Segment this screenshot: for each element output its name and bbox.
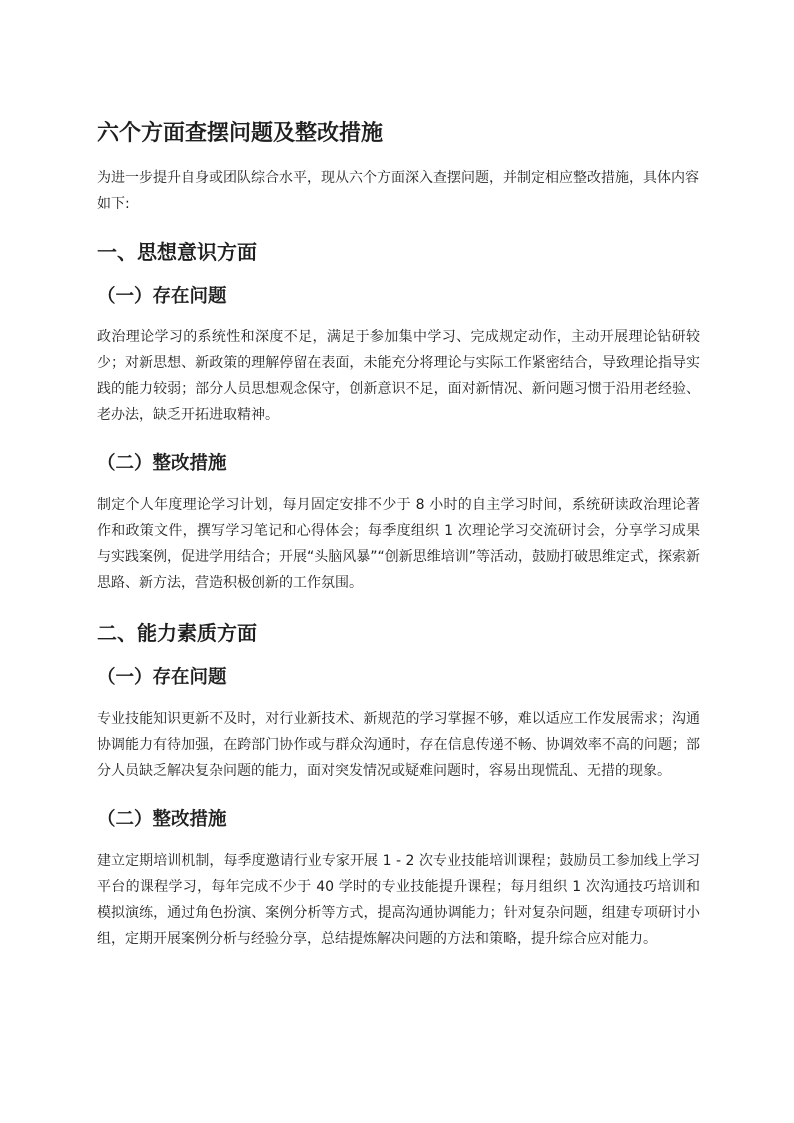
problems-paragraph: 专业技能知识更新不及时，对行业新技术、新规范的学习掌握不够，难以适应工作发展需求；沟通协调能力有待加强，在跨部门协作或与群众沟通时，存在信息传递不畅、协调效率不高的问题；部分人员缺乏解决复杂问题的能力，面对突发情况或疑难问题时，容易出现慌乱、无措的现象。 xyxy=(97,710,700,779)
measures-heading: （二）整改措施 xyxy=(97,453,227,475)
problems-heading: （一）存在问题 xyxy=(97,667,227,689)
section-heading: 一、思想意识方面 xyxy=(97,239,257,264)
measures-heading: （二）整改措施 xyxy=(97,808,227,830)
problems-paragraph: 政治理论学习的系统性和深度不足，满足于参加集中学习、完成规定动作，主动开展理论钻研较少；对新思想、新政策的理解停留在表面，未能充分将理论与实际工作紧密结合，导致理论指导实践的能力较弱；部分人员思想观念保守，创新意识不足，面对新情况、新问题习惯于沿用老经验、老办法，缺乏开拓进取精神。 xyxy=(97,329,700,424)
document-title: 六个方面查摆问题及整改措施 xyxy=(97,121,384,146)
measures-paragraph: 制定个人年度理论学习计划，每月固定安排不少于 8 小时的自主学习时间，系统研读政治理论著作和政策文件，撰写学习笔记和心得体会；每季度组织 1 次理论学习交流研讨会，分享学习成果与实践案例，促进学用结合；开展“头脑风暴”“创新思维培训”等活动，鼓励打破思维定式，探索新思路、新方法，营造积极创新的工作氛围。 xyxy=(97,497,701,592)
problems-heading: （一）存在问题 xyxy=(97,285,227,307)
measures-paragraph: 建立定期培训机制，每季度邀请行业专家开展 1 - 2 次专业技能培训课程；鼓励员工参加线上学习平台的课程学习，每年完成不少于 40 学时的专业技能提升课程；每月组织 1 次沟通技巧培训和模拟演练，通过角色扮演、案例分析等方式，提高沟通协调能力；针对复杂问题，组建专项研讨小组，定期开展案例分析与经验分享，总结提炼解决问题的方法和策略，提升综合应对能力。 xyxy=(97,852,700,947)
section-ability xyxy=(97,618,700,952)
section-heading: 二、能力素质方面 xyxy=(97,621,257,646)
intro-paragraph: 为进一步提升自身或团队综合水平，现从六个方面深入查摆问题，并制定相应整改措施，具体内容如下: xyxy=(97,169,699,212)
section-ideology xyxy=(97,237,700,597)
